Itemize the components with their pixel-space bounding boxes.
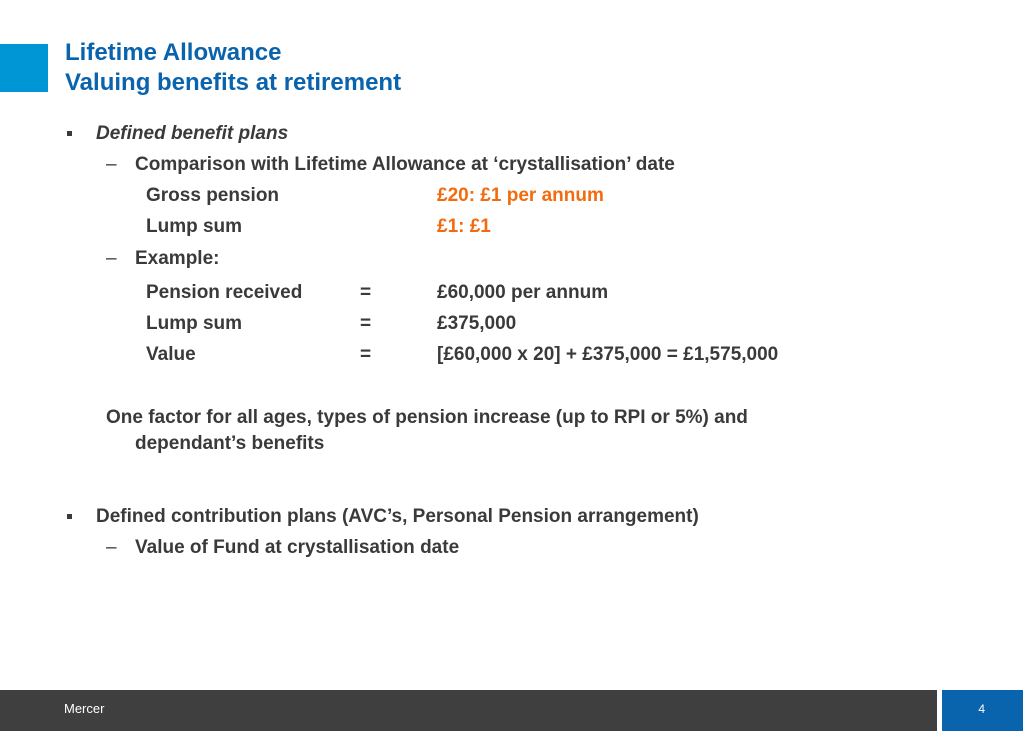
example-row-value: [£60,000 x 20] + £375,000 = £1,575,000 [437, 344, 779, 365]
example-row-label: Lump sum [146, 313, 243, 334]
page-number: 4 [978, 702, 985, 716]
bullet-icon [67, 514, 72, 519]
title-line-2: Valuing benefits at retirement [65, 69, 402, 96]
gross-pension-label: Gross pension [146, 185, 280, 206]
example-row-label: Pension received [146, 282, 303, 303]
lump-sum-value: £1: £1 [437, 216, 491, 237]
dash-icon: – [106, 154, 117, 175]
example-row-operator: = [360, 344, 372, 365]
example-label: Example: [135, 248, 220, 269]
db-heading: Defined benefit plans [96, 123, 289, 144]
dash-icon: – [106, 537, 117, 558]
lump-sum-label: Lump sum [146, 216, 243, 237]
title-line-1: Lifetime Allowance [65, 39, 282, 66]
example-row-operator: = [360, 313, 372, 334]
example-row-value: £60,000 per annum [437, 282, 609, 303]
example-row-operator: = [360, 282, 372, 303]
example-row-label: Value [146, 344, 196, 365]
bullet-icon [67, 131, 72, 136]
footer-bar [0, 690, 937, 731]
page-number-box [942, 690, 1023, 731]
example-row-value: £375,000 [437, 313, 517, 334]
comparison-text: Comparison with Lifetime Allowance at ‘crystallisation’ date [135, 154, 675, 175]
factor-line-2: dependant’s benefits [135, 433, 325, 454]
dash-icon: – [106, 248, 117, 269]
gross-pension-value: £20: £1 per annum [437, 185, 604, 206]
dc-value: Value of Fund at crystallisation date [135, 537, 460, 558]
footer-brand: Mercer [64, 701, 105, 716]
dc-heading: Defined contribution plans (AVC’s, Personal Pension arrangement) [96, 506, 699, 527]
factor-line-1: One factor for all ages, types of pension increase (up to RPI or 5%) and [106, 407, 748, 428]
